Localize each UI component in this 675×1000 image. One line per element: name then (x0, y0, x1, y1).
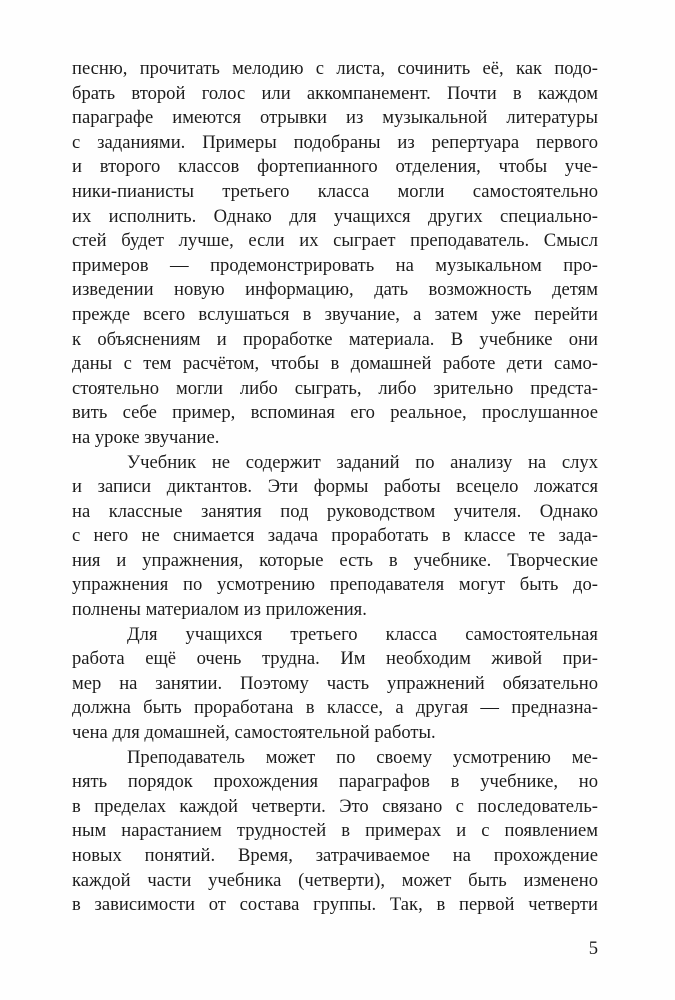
text-line: брать второй голос или аккомпанемент. Почти в каждом (72, 82, 598, 104)
paragraph (72, 57, 598, 451)
text-line: вить себе пример, вспоминая его реальное, прослушанное (72, 402, 598, 424)
text-line: даны с тем расчётом, чтобы в домашней работе дети само- (72, 353, 598, 375)
text-line: песню, прочитать мелодию с листа, сочинить её, как подо- (72, 58, 598, 79)
text-line: полнены материалом из приложения. (72, 599, 367, 621)
text-line: должна быть проработана в классе, а другая — предназна- (72, 697, 598, 719)
text-line: в пределах каждой четверти. Это связано с последователь- (72, 795, 598, 817)
body-text (72, 57, 598, 918)
text-line: упражнения по усмотрению преподавателя могут быть до- (72, 574, 598, 596)
text-line: стей будет лучше, если их сыграет преподаватель. Смысл (72, 230, 598, 252)
text-line: ния и упражнения, которые есть в учебнике. Творческие (72, 549, 598, 571)
text-line: новых понятий. Время, затрачиваемое на прохождение (72, 845, 598, 866)
page-number: 5 (588, 938, 598, 959)
text-line: параграфе имеются отрывки из музыкальной литературы (72, 107, 598, 129)
text-line: работа ещё очень трудна. Им необходим живой при- (72, 648, 598, 670)
text-line: в зависимости от состава группы. Так, в первой четверти (72, 894, 598, 916)
text-line: и второго классов фортепианного отделения, чтобы уче- (72, 156, 598, 178)
text-line: чена для домашней, самостоятельной работы. (72, 722, 436, 744)
text-line: на уроке звучание. (72, 426, 220, 448)
text-line: Преподаватель может по своему усмотрению ме- (127, 746, 598, 768)
text-line: изведении новую информацию, дать возможность детям (72, 279, 598, 301)
text-line: стоятельно могли либо сыграть, либо зрительно предста- (72, 377, 598, 399)
paragraph (72, 746, 598, 918)
text-line: с него не снимается задача проработать в классе те зада- (72, 525, 598, 547)
text-line: Учебник не содержит заданий по анализу на слух (127, 451, 598, 473)
text-line: ники-пианисты третьего класса могли самостоятельно (72, 180, 598, 202)
text-line: мер на занятии. Поэтому часть упражнений обязательно (72, 672, 598, 694)
text-line: ным нарастанием трудностей в примерах и с появлением (72, 820, 598, 842)
text-line: примеров — продемонстрировать на музыкальном про- (72, 254, 598, 276)
text-line: и записи диктантов. Эти формы работы всецело ложатся (72, 476, 598, 498)
text-line: на классные занятия под руководством учителя. Однако (72, 500, 598, 522)
text-line: каждой части учебника (четверти), может быть изменено (72, 869, 598, 891)
paragraph (72, 451, 598, 623)
paragraph (72, 623, 598, 746)
text-line: нять порядок прохождения параграфов в учебнике, но (72, 771, 598, 793)
text-line: прежде всего вслушаться в звучание, а затем уже перейти (72, 303, 598, 325)
text-line: к объяснениям и проработке материала. В учебнике они (72, 328, 598, 350)
text-line: Для учащихся третьего класса самостоятельная (127, 623, 598, 645)
text-line: их исполнить. Однако для учащихся других специально- (72, 205, 598, 227)
text-line: с заданиями. Примеры подобраны из репертуара первого (72, 131, 598, 153)
